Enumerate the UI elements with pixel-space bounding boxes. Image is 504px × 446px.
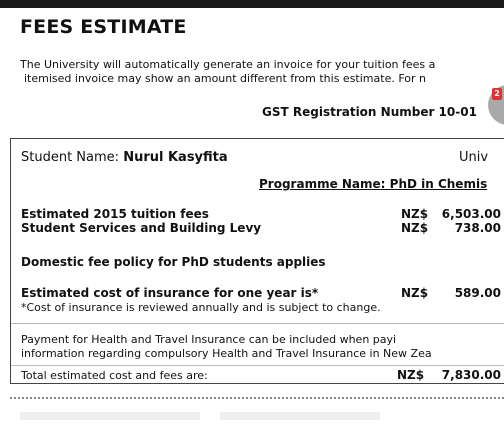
student-name-label: Student Name: <box>21 150 120 165</box>
fee-row-amount: 6,503.00 <box>441 207 501 221</box>
payment-info-line-1: Payment for Health and Travel Insurance can be included when payi <box>21 333 397 346</box>
notification-count-badge: 2 <box>492 88 502 100</box>
total-amount: 7,830.00 <box>441 368 501 382</box>
faded-text-placeholder <box>20 412 200 420</box>
student-name-row <box>21 150 228 165</box>
intro-line-2: itemised invoice may show an amount different from this estimate. For n <box>24 72 426 85</box>
total-currency: NZ$ <box>397 368 425 382</box>
page-title: FEES ESTIMATE <box>20 16 187 38</box>
gst-registration: GST Registration Number 10-01 <box>262 105 477 119</box>
student-name: Nurul Kasyfita <box>123 150 228 165</box>
divider <box>11 365 504 366</box>
insurance-note: *Cost of insurance is reviewed annually and is subject to change. <box>21 301 381 314</box>
insurance-currency: NZ$ <box>401 286 429 300</box>
payment-info-line-2: information regarding compulsory Health and Travel Insurance in New Zea <box>21 347 432 360</box>
university-label: Univ <box>459 150 489 165</box>
fee-row-label: Student Services and Building Levy <box>21 221 262 235</box>
faded-text-placeholder <box>220 412 380 420</box>
intro-text <box>20 58 504 86</box>
programme-name: Programme Name: PhD in Chemis <box>259 177 488 191</box>
fee-row-currency: NZ$ <box>401 207 429 221</box>
insurance-amount: 589.00 <box>454 286 501 300</box>
fee-policy: Domestic fee policy for PhD students applies <box>21 255 326 269</box>
fees-estimate-box <box>10 138 504 384</box>
insurance-label: Estimated cost of insurance for one year is* <box>21 286 319 300</box>
fee-row-label: Estimated 2015 tuition fees <box>21 207 209 221</box>
top-bar <box>0 0 504 8</box>
dotted-separator <box>10 397 504 399</box>
divider <box>11 323 504 324</box>
total-label: Total estimated cost and fees are: <box>21 369 208 382</box>
fee-row-amount: 738.00 <box>454 221 501 235</box>
intro-line-1: The University will automatically generate an invoice for your tuition fees a <box>20 58 436 71</box>
fee-row-currency: NZ$ <box>401 221 429 235</box>
